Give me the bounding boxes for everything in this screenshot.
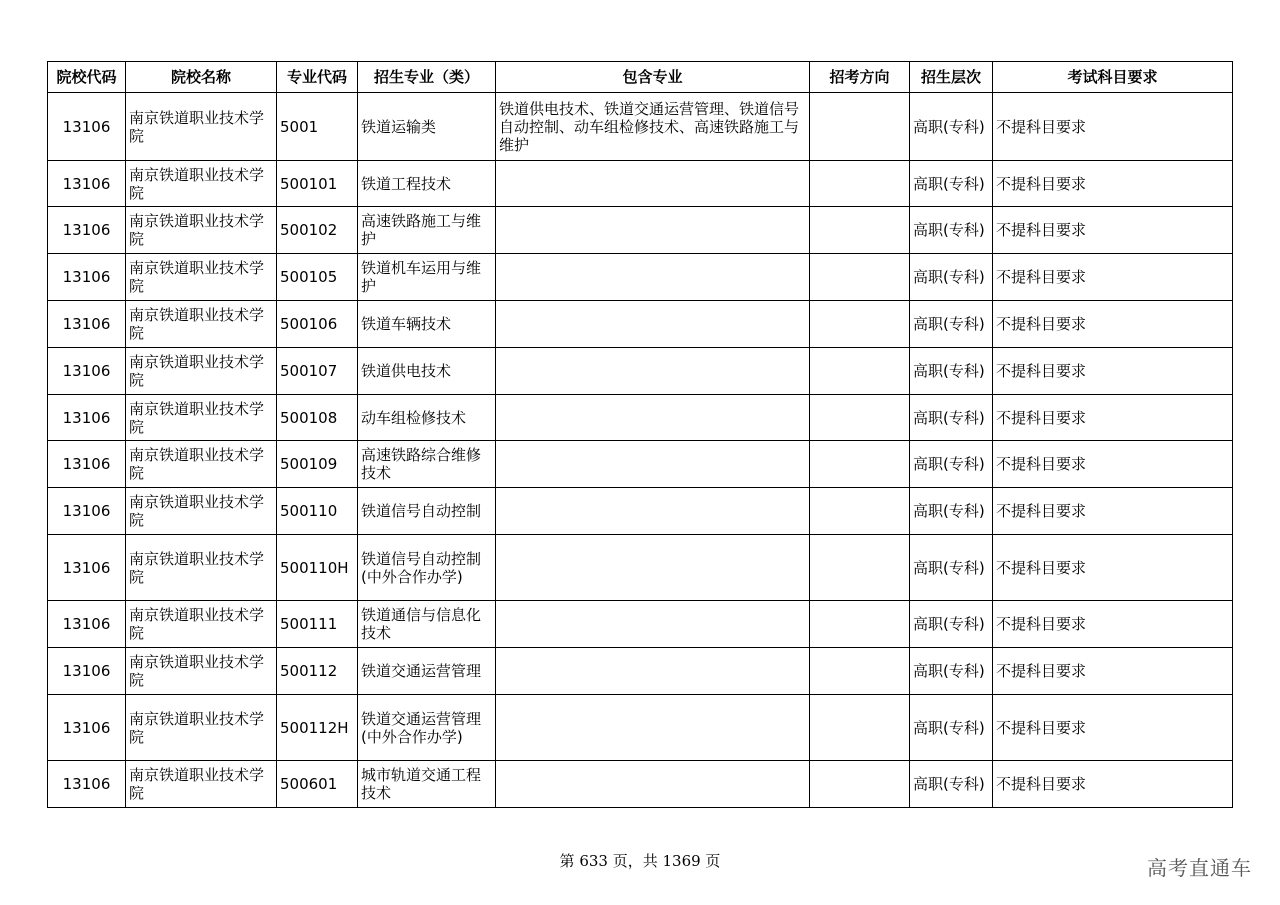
admissions-table — [47, 61, 1233, 808]
cell-major-code: 500108 — [277, 395, 358, 441]
cell-major-name: 铁道交通运营管理(中外合作办学) — [358, 695, 496, 761]
cell-major-name: 铁道机车运用与维护 — [358, 254, 496, 301]
cell-subject-requirement: 不提科目要求 — [993, 761, 1233, 808]
cell-major-code: 500109 — [277, 441, 358, 488]
cell-major-code: 500111 — [277, 601, 358, 648]
cell-major-name: 铁道供电技术 — [358, 348, 496, 395]
cell-subject-requirement: 不提科目要求 — [993, 695, 1233, 761]
cell-subject-requirement: 不提科目要求 — [993, 535, 1233, 601]
cell-level: 高职(专科) — [910, 648, 993, 695]
cell-exam-direction — [810, 93, 910, 161]
cell-subject-requirement: 不提科目要求 — [993, 93, 1233, 161]
table-header-row — [48, 62, 1233, 93]
cell-school-name: 南京铁道职业技术学院 — [126, 648, 277, 695]
cell-level: 高职(专科) — [910, 301, 993, 348]
cell-school-name: 南京铁道职业技术学院 — [126, 488, 277, 535]
header-level: 招生层次 — [910, 62, 993, 93]
header-school-code: 院校代码 — [48, 62, 126, 93]
cell-exam-direction — [810, 695, 910, 761]
cell-included-majors — [496, 601, 810, 648]
cell-level: 高职(专科) — [910, 695, 993, 761]
table-row — [48, 93, 1233, 161]
cell-major-code: 5001 — [277, 93, 358, 161]
cell-level: 高职(专科) — [910, 535, 993, 601]
table-row — [48, 535, 1233, 601]
cell-included-majors — [496, 441, 810, 488]
cell-exam-direction — [810, 601, 910, 648]
cell-school-name: 南京铁道职业技术学院 — [126, 348, 277, 395]
page-number: 第 633 页，共 1369 页 — [559, 852, 721, 870]
table-row — [48, 601, 1233, 648]
cell-school-name: 南京铁道职业技术学院 — [126, 161, 277, 207]
watermark-text: 高考直通车 — [1147, 856, 1252, 880]
cell-major-name: 铁道车辆技术 — [358, 301, 496, 348]
cell-exam-direction — [810, 254, 910, 301]
cell-subject-requirement: 不提科目要求 — [993, 348, 1233, 395]
cell-exam-direction — [810, 161, 910, 207]
cell-school-name: 南京铁道职业技术学院 — [126, 695, 277, 761]
cell-included-majors — [496, 535, 810, 601]
cell-major-name: 铁道工程技术 — [358, 161, 496, 207]
cell-exam-direction — [810, 207, 910, 254]
cell-level: 高职(专科) — [910, 207, 993, 254]
cell-school-name: 南京铁道职业技术学院 — [126, 301, 277, 348]
cell-exam-direction — [810, 535, 910, 601]
table-row — [48, 695, 1233, 761]
cell-school-code: 13106 — [48, 348, 126, 395]
cell-major-code: 500107 — [277, 348, 358, 395]
cell-exam-direction — [810, 648, 910, 695]
cell-level: 高职(专科) — [910, 254, 993, 301]
cell-exam-direction — [810, 441, 910, 488]
cell-major-code: 500101 — [277, 161, 358, 207]
cell-included-majors — [496, 348, 810, 395]
table-row — [48, 441, 1233, 488]
table-row — [48, 761, 1233, 808]
cell-included-majors — [496, 301, 810, 348]
table-row — [48, 207, 1233, 254]
cell-major-code: 500102 — [277, 207, 358, 254]
cell-level: 高职(专科) — [910, 601, 993, 648]
cell-included-majors — [496, 761, 810, 808]
cell-school-code: 13106 — [48, 301, 126, 348]
cell-major-name: 铁道信号自动控制 — [358, 488, 496, 535]
cell-school-name: 南京铁道职业技术学院 — [126, 93, 277, 161]
table-row — [48, 488, 1233, 535]
cell-subject-requirement: 不提科目要求 — [993, 648, 1233, 695]
cell-subject-requirement: 不提科目要求 — [993, 395, 1233, 441]
cell-school-code: 13106 — [48, 695, 126, 761]
cell-major-code: 500112 — [277, 648, 358, 695]
cell-level: 高职(专科) — [910, 161, 993, 207]
cell-school-code: 13106 — [48, 441, 126, 488]
header-exam-direction: 招考方向 — [810, 62, 910, 93]
cell-school-code: 13106 — [48, 254, 126, 301]
cell-major-name: 铁道通信与信息化技术 — [358, 601, 496, 648]
table-row — [48, 161, 1233, 207]
header-major-name: 招生专业（类） — [358, 62, 496, 93]
cell-subject-requirement: 不提科目要求 — [993, 441, 1233, 488]
cell-included-majors — [496, 695, 810, 761]
cell-level: 高职(专科) — [910, 348, 993, 395]
table-row — [48, 254, 1233, 301]
header-major-code: 专业代码 — [277, 62, 358, 93]
cell-subject-requirement: 不提科目要求 — [993, 161, 1233, 207]
cell-included-majors — [496, 161, 810, 207]
cell-major-code: 500110 — [277, 488, 358, 535]
cell-included-majors — [496, 254, 810, 301]
cell-subject-requirement: 不提科目要求 — [993, 207, 1233, 254]
cell-school-code: 13106 — [48, 761, 126, 808]
cell-major-name: 动车组检修技术 — [358, 395, 496, 441]
cell-major-code: 500112H — [277, 695, 358, 761]
cell-major-name: 高速铁路施工与维护 — [358, 207, 496, 254]
cell-major-name: 铁道信号自动控制(中外合作办学) — [358, 535, 496, 601]
cell-school-name: 南京铁道职业技术学院 — [126, 395, 277, 441]
cell-major-code: 500110H — [277, 535, 358, 601]
cell-school-name: 南京铁道职业技术学院 — [126, 535, 277, 601]
cell-major-name: 高速铁路综合维修技术 — [358, 441, 496, 488]
table-row — [48, 395, 1233, 441]
cell-school-name: 南京铁道职业技术学院 — [126, 601, 277, 648]
cell-exam-direction — [810, 301, 910, 348]
cell-school-code: 13106 — [48, 207, 126, 254]
cell-exam-direction — [810, 395, 910, 441]
cell-subject-requirement: 不提科目要求 — [993, 601, 1233, 648]
cell-major-code: 500601 — [277, 761, 358, 808]
cell-level: 高职(专科) — [910, 93, 993, 161]
header-school-name: 院校名称 — [126, 62, 277, 93]
cell-subject-requirement: 不提科目要求 — [993, 254, 1233, 301]
header-subject-requirement: 考试科目要求 — [993, 62, 1233, 93]
cell-exam-direction — [810, 761, 910, 808]
cell-school-code: 13106 — [48, 535, 126, 601]
cell-school-name: 南京铁道职业技术学院 — [126, 207, 277, 254]
cell-school-name: 南京铁道职业技术学院 — [126, 254, 277, 301]
cell-level: 高职(专科) — [910, 761, 993, 808]
cell-subject-requirement: 不提科目要求 — [993, 488, 1233, 535]
cell-level: 高职(专科) — [910, 441, 993, 488]
cell-major-name: 铁道运输类 — [358, 93, 496, 161]
cell-school-name: 南京铁道职业技术学院 — [126, 761, 277, 808]
cell-included-majors — [496, 207, 810, 254]
cell-level: 高职(专科) — [910, 488, 993, 535]
cell-level: 高职(专科) — [910, 395, 993, 441]
cell-included-majors — [496, 488, 810, 535]
cell-included-majors — [496, 648, 810, 695]
cell-school-code: 13106 — [48, 161, 126, 207]
cell-major-code: 500105 — [277, 254, 358, 301]
table-row — [48, 648, 1233, 695]
cell-school-name: 南京铁道职业技术学院 — [126, 441, 277, 488]
cell-school-code: 13106 — [48, 488, 126, 535]
cell-school-code: 13106 — [48, 93, 126, 161]
header-included-majors: 包含专业 — [496, 62, 810, 93]
cell-exam-direction — [810, 488, 910, 535]
cell-included-majors: 铁道供电技术、铁道交通运营管理、铁道信号自动控制、动车组检修技术、高速铁路施工与维护 — [496, 93, 810, 161]
cell-exam-direction — [810, 348, 910, 395]
cell-included-majors — [496, 395, 810, 441]
cell-subject-requirement: 不提科目要求 — [993, 301, 1233, 348]
cell-school-code: 13106 — [48, 648, 126, 695]
cell-major-name: 城市轨道交通工程技术 — [358, 761, 496, 808]
table-row — [48, 301, 1233, 348]
table-row — [48, 348, 1233, 395]
cell-school-code: 13106 — [48, 395, 126, 441]
cell-major-name: 铁道交通运营管理 — [358, 648, 496, 695]
cell-major-code: 500106 — [277, 301, 358, 348]
cell-school-code: 13106 — [48, 601, 126, 648]
